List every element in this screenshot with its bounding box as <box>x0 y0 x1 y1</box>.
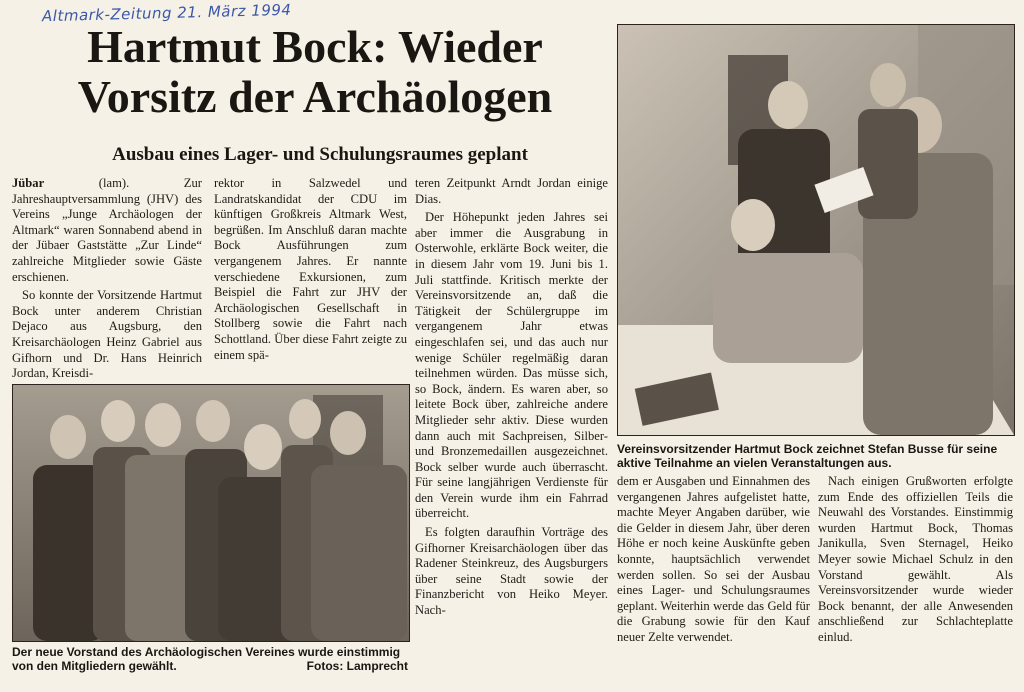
photo-award-ceremony <box>617 24 1015 436</box>
award-photo-illustration <box>618 25 1014 435</box>
paragraph: teren Zeitpunkt Arndt Jordan einige Dias. <box>415 176 608 206</box>
paragraph: dem er Ausgaben und Einnahmen des vergangenen Jahres aufgelistet hatte, machte Meyer Angaben darüber, wie die Gelder in diesem Jahr, über deren Höhe er noch keine Auskünfte geben konnte, hauptsächlich verwendet werden sollen. So sei der Ausbau eines Lager- und Schulungsraumes geplant. Weiterhin werde das Geld für die Grabung sowie für den Kauf neuer Zelte verwendet. <box>617 474 810 644</box>
headline: Hartmut Bock: Wieder Vorsitz der Archäologen <box>77 21 553 122</box>
photo-credit: Fotos: Lamprecht <box>306 659 408 673</box>
dateline: Jübar <box>12 176 45 190</box>
article-column-3 <box>415 176 608 622</box>
paragraph: rektor in Salzwedel und Landratskandidat der CDU im künftigen Großkreis Altmark West, begrüßen. Im Anschluß daran machte Bock Ausführungen zum vergangenem Jahres. Er nannte verschiedene Exkursionen, zum Beispiel die Fahrt zur JHV der Archäologischen Gesellschaft in Stollberg sowie die Fahrt nach Schottland. Über diese Fahrt zeigte zu einem spä- <box>214 176 407 362</box>
paragraph: Der Höhepunkt jeden Jahres sei aber immer die Ausgrabung in Osterwohle, erklärte Bock weiter, die in diesem Jahr vom 19. Juni bis 1. Juli stattfinde. Kritisch merkte der Vereinsvorsitzende an, daß die Tätigkeit der Schülergruppe im vergangenem Jahr etwas eingeschlafen sei, und das auch nur wenige Schüler regelmäßig daran teilnehmen würden. Das müsse sich, so Bock, ändern. Es waren aber, so leitete Bock über, zahlreiche andere Mitglieder sehr aktiv. Diese wurden dann auch mit Sachpreisen, Silber- und Bronzemedaillen ausgezeichnet. Bock selber wurde auch überrascht. Für seine langjährigen Verdienste für den Verein wurde ihm ein Fahrrad überreicht. <box>415 210 608 521</box>
paragraph: So konnte der Vorsitzende Hartmut Bock unter anderem Christian Dejaco aus Augsburg, den Kreisarchäologen Heinz Gabriel aus Gifhorn und Dr. Hans Heinrich Jordan, Kreisdi- <box>12 288 202 381</box>
photo-new-board-group <box>12 384 410 642</box>
subheadline: Ausbau eines Lager- und Schulungsraumes geplant <box>112 144 528 165</box>
article-column-5 <box>818 474 1013 649</box>
photo-caption-board <box>12 645 408 673</box>
paragraph: Nach einigen Grußworten erfolgte zum Ende des offiziellen Teils die Neuwahl des Vorstandes. Einstimmig wurden Hartmut Bock, Thomas Janikulla, Sven Sternagel, Heiko Meyer sowie Michael Schulz in den Vorstand gewählt. Als Vereinsvorsitzender wurde wieder Bock benannt, der alle Anwesenden anschließend zur Schlachteplatte einlud. <box>818 474 1013 644</box>
photo-caption-award: Vereinsvorsitzender Hartmut Bock zeichnet Stefan Busse für seine aktive Teilnahme an vielen Veranstaltungen aus. <box>617 442 998 470</box>
article-column-1 <box>12 176 202 385</box>
article-column-4 <box>617 474 810 649</box>
handwritten-source-note: Altmark-Zeitung 21. März 1994 <box>41 0 292 26</box>
paragraph: (lam). Zur Jahreshauptversammlung (JHV) des Vereins „Junge Archäologen der Altmark“ waren Sonnabend abend in der Jübaer Gaststätte „Zur Linde“ zahlreiche Mitglieder sowie Gäste erschienen. <box>12 176 202 284</box>
caption-text: Der neue Vorstand des Archäologischen Vereines wurde einstimmig von den Mitgliedern gewählt. <box>12 645 401 673</box>
article-column-2 <box>214 176 407 366</box>
group-photo-illustration <box>13 385 409 641</box>
paragraph: Es folgten daraufhin Vorträge des Gifhorner Kreisarchäologen über das Radener Steinkreuz, des Augsburgers über seine Stadt sowie der Finanzbericht von Heiko Meyer. Nach- <box>415 525 608 618</box>
